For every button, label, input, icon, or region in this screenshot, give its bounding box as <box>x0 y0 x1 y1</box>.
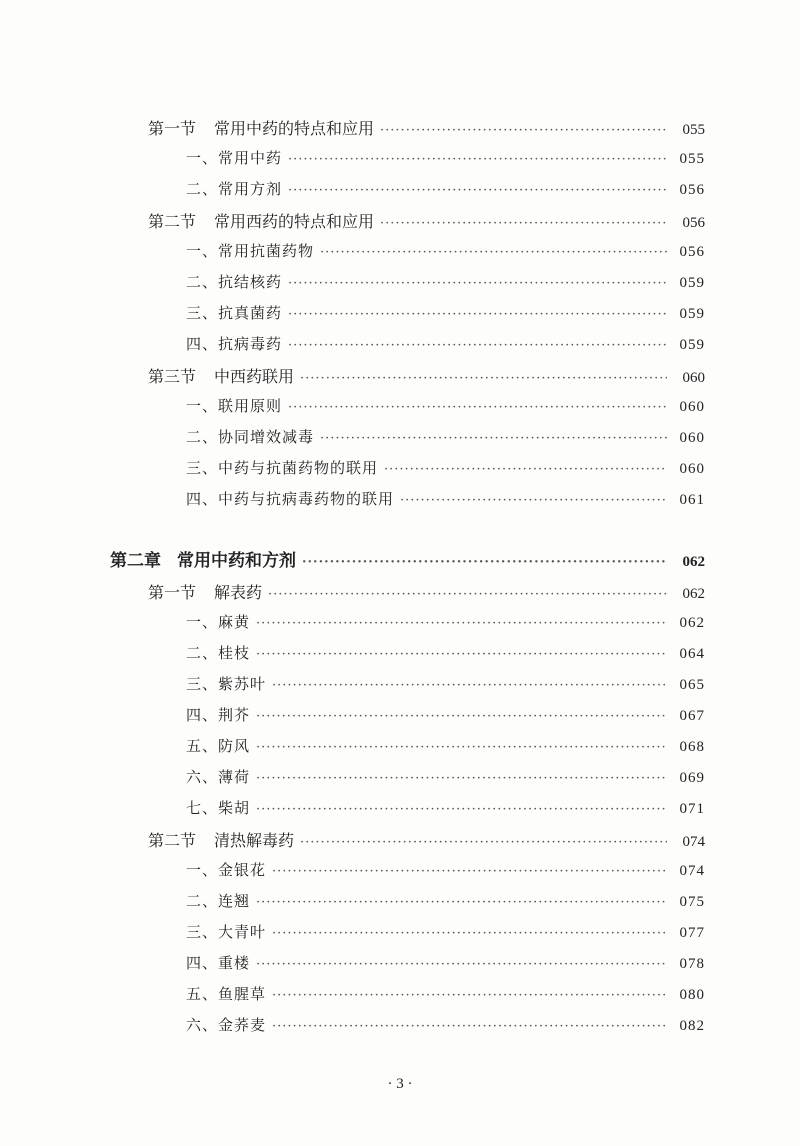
toc-page-number: 062 <box>682 586 705 602</box>
toc-page-number: 060 <box>682 370 705 386</box>
toc-entry-label <box>186 271 282 292</box>
toc-entry-title: 中西药联用 <box>214 367 295 386</box>
toc-entry-label <box>186 704 250 725</box>
toc-entry-title: 一、联用原则 <box>186 397 283 415</box>
toc-entry-title: 常用中药和方剂 <box>177 551 296 571</box>
toc-page-number: 060 <box>679 430 705 446</box>
toc-page-number: 068 <box>679 739 705 755</box>
toc-page-number: 062 <box>682 554 705 570</box>
toc-page-number: 059 <box>679 337 705 353</box>
toc-item-entry[interactable] <box>186 488 705 518</box>
toc-page-number: 056 <box>682 215 705 231</box>
toc-entry-number: 第二章 <box>110 551 161 571</box>
toc-entry-title: 三、大青叶 <box>186 923 267 941</box>
toc-page-number: 055 <box>682 122 705 138</box>
toc-page-number: 056 <box>679 182 705 198</box>
toc-entry-title: 二、协同增效减毒 <box>186 428 315 446</box>
dot-leader <box>256 647 667 662</box>
toc-page-number: 082 <box>679 1018 705 1034</box>
dot-leader <box>320 431 667 446</box>
toc-item-entry[interactable] <box>186 890 705 920</box>
toc-entry-label <box>186 890 250 911</box>
toc-item-entry[interactable] <box>186 426 705 456</box>
toc-section-entry[interactable] <box>148 580 705 610</box>
toc-entry-label <box>186 766 250 787</box>
dot-leader <box>256 957 667 972</box>
toc-page-number: 074 <box>682 834 705 850</box>
dot-leader <box>384 462 667 477</box>
toc-item-entry[interactable] <box>186 240 705 270</box>
toc-entry-label <box>186 735 250 756</box>
toc-entry-label <box>186 147 282 168</box>
dot-leader <box>272 678 667 693</box>
toc-entry-title: 五、鱼腥草 <box>186 985 267 1003</box>
toc-page-number: 060 <box>679 461 705 477</box>
toc-section-entry[interactable] <box>148 116 705 146</box>
toc-page-number: 064 <box>679 646 705 662</box>
toc-entry-number: 第三节 <box>148 367 197 386</box>
toc-entry-label <box>186 178 282 199</box>
toc-entry-title: 七、柴胡 <box>186 799 251 817</box>
toc-page-number: 077 <box>679 925 705 941</box>
toc-entry-title: 四、抗病毒药 <box>186 335 283 353</box>
dot-leader <box>272 1019 667 1034</box>
toc-item-entry[interactable] <box>186 797 705 827</box>
toc-entry-title: 五、防风 <box>186 737 251 755</box>
dot-leader <box>300 371 667 386</box>
dot-leader <box>256 616 667 631</box>
dot-leader <box>300 835 667 850</box>
toc-entry-label <box>186 952 250 973</box>
toc-entry-label <box>186 426 314 447</box>
toc-item-entry[interactable] <box>186 147 705 177</box>
dot-leader <box>256 709 667 724</box>
toc-entry-title: 六、薄荷 <box>186 768 251 786</box>
toc-entry-label <box>186 983 266 1004</box>
dot-leader <box>288 400 667 415</box>
toc-item-entry[interactable] <box>186 983 705 1013</box>
toc-section-entry[interactable] <box>148 364 705 394</box>
toc-item-entry[interactable] <box>186 859 705 889</box>
toc-entry-title: 常用西药的特点和应用 <box>214 212 375 231</box>
dot-leader <box>256 895 667 910</box>
toc-page-number: 056 <box>679 244 705 260</box>
toc-page-number: 071 <box>679 801 705 817</box>
toc-page-number: 067 <box>679 708 705 724</box>
dot-leader <box>288 183 667 198</box>
toc-entry-title: 四、中药与抗病毒药物的联用 <box>186 490 395 508</box>
toc-entry-title: 三、紫苏叶 <box>186 675 267 693</box>
toc-entry-title: 解表药 <box>214 583 263 602</box>
toc-entry-title: 四、重楼 <box>186 954 251 972</box>
toc-entry-number: 第二节 <box>148 831 197 850</box>
toc-item-entry[interactable] <box>186 457 705 487</box>
toc-entry-title: 四、荆芥 <box>186 706 251 724</box>
toc-entry-title: 二、抗结核药 <box>186 273 283 291</box>
toc-item-entry[interactable] <box>186 704 705 734</box>
toc-entry-label <box>186 921 266 942</box>
toc-page-number: 059 <box>679 306 705 322</box>
dot-leader <box>302 555 667 570</box>
toc-entry-label <box>148 116 374 139</box>
toc-entry-label <box>186 673 266 694</box>
toc-page-number: 069 <box>679 770 705 786</box>
toc-entry-label <box>148 209 374 232</box>
toc-entry-label <box>186 1014 266 1035</box>
toc-entry-label <box>186 797 250 818</box>
toc-entry-title: 清热解毒药 <box>214 831 295 850</box>
toc-entry-number: 第二节 <box>148 212 197 231</box>
toc-page-number: 062 <box>679 615 705 631</box>
dot-leader <box>256 771 667 786</box>
toc-entry-number: 第一节 <box>148 583 197 602</box>
toc-entry-number: 第一节 <box>148 119 197 138</box>
toc-entry-title: 二、连翘 <box>186 892 251 910</box>
toc-page-number: 074 <box>679 863 705 879</box>
toc-entry-title: 一、麻黄 <box>186 613 251 631</box>
toc-entry-title: 六、金荞麦 <box>186 1016 267 1034</box>
toc-page-number: 061 <box>679 492 705 508</box>
toc-entry-label <box>186 395 282 416</box>
toc-entry-label <box>186 333 282 354</box>
toc-entry-title: 一、常用中药 <box>186 149 283 167</box>
toc-page-number: 059 <box>679 275 705 291</box>
toc-page-number: 080 <box>679 987 705 1003</box>
toc-section-entry[interactable] <box>148 209 705 239</box>
dot-leader <box>256 740 667 755</box>
toc-entry-label <box>148 364 294 387</box>
toc-item-entry[interactable] <box>186 1014 705 1044</box>
toc-entry-title: 三、抗真菌药 <box>186 304 283 322</box>
toc-entry-label <box>186 457 378 478</box>
toc-entry-title: 一、金银花 <box>186 861 267 879</box>
toc-entry-label <box>186 240 314 261</box>
dot-leader <box>400 493 667 508</box>
dot-leader <box>268 587 667 602</box>
toc-item-entry[interactable] <box>186 766 705 796</box>
dot-leader <box>288 152 667 167</box>
dot-leader <box>380 123 667 138</box>
toc-chapter-entry[interactable] <box>110 546 705 576</box>
toc-page-number: 075 <box>679 894 705 910</box>
dot-leader <box>380 216 667 231</box>
toc-item-entry[interactable] <box>186 642 705 672</box>
toc-item-entry[interactable] <box>186 611 705 641</box>
toc-item-entry[interactable] <box>186 952 705 982</box>
dot-leader <box>256 802 667 817</box>
toc-item-entry[interactable] <box>186 178 705 208</box>
dot-leader <box>272 988 667 1003</box>
dot-leader <box>288 307 667 322</box>
toc-entry-label <box>186 859 266 880</box>
toc-page-number: 078 <box>679 956 705 972</box>
toc-item-entry[interactable] <box>186 735 705 765</box>
toc-item-entry[interactable] <box>186 271 705 301</box>
toc-page-number: 055 <box>679 151 705 167</box>
dot-leader <box>288 338 667 353</box>
toc-item-entry[interactable] <box>186 333 705 363</box>
toc-page-number: 060 <box>679 399 705 415</box>
toc-section-entry[interactable] <box>148 828 705 858</box>
toc-entry-label <box>186 488 394 509</box>
toc-entry-label <box>110 546 296 571</box>
toc-entry-label <box>186 302 282 323</box>
toc-item-entry[interactable] <box>186 921 705 951</box>
toc-entry-label <box>186 642 250 663</box>
toc-entry-title: 一、常用抗菌药物 <box>186 242 315 260</box>
dot-leader <box>272 864 667 879</box>
toc-entry-label <box>148 828 294 851</box>
dot-leader <box>288 276 667 291</box>
toc-item-entry[interactable] <box>186 395 705 425</box>
toc-entry-label <box>186 611 250 632</box>
toc-item-entry[interactable] <box>186 673 705 703</box>
toc-page-number: 065 <box>679 677 705 693</box>
toc-entry-title: 三、中药与抗菌药物的联用 <box>186 459 379 477</box>
toc-entry-label <box>148 580 262 603</box>
toc-entry-title: 二、桂枝 <box>186 644 251 662</box>
page-number: · 3 · <box>387 1076 413 1092</box>
toc-item-entry[interactable] <box>186 302 705 332</box>
dot-leader <box>272 926 667 941</box>
toc-entry-title: 常用中药的特点和应用 <box>214 119 375 138</box>
toc-entry-title: 二、常用方剂 <box>186 180 283 198</box>
dot-leader <box>320 245 667 260</box>
